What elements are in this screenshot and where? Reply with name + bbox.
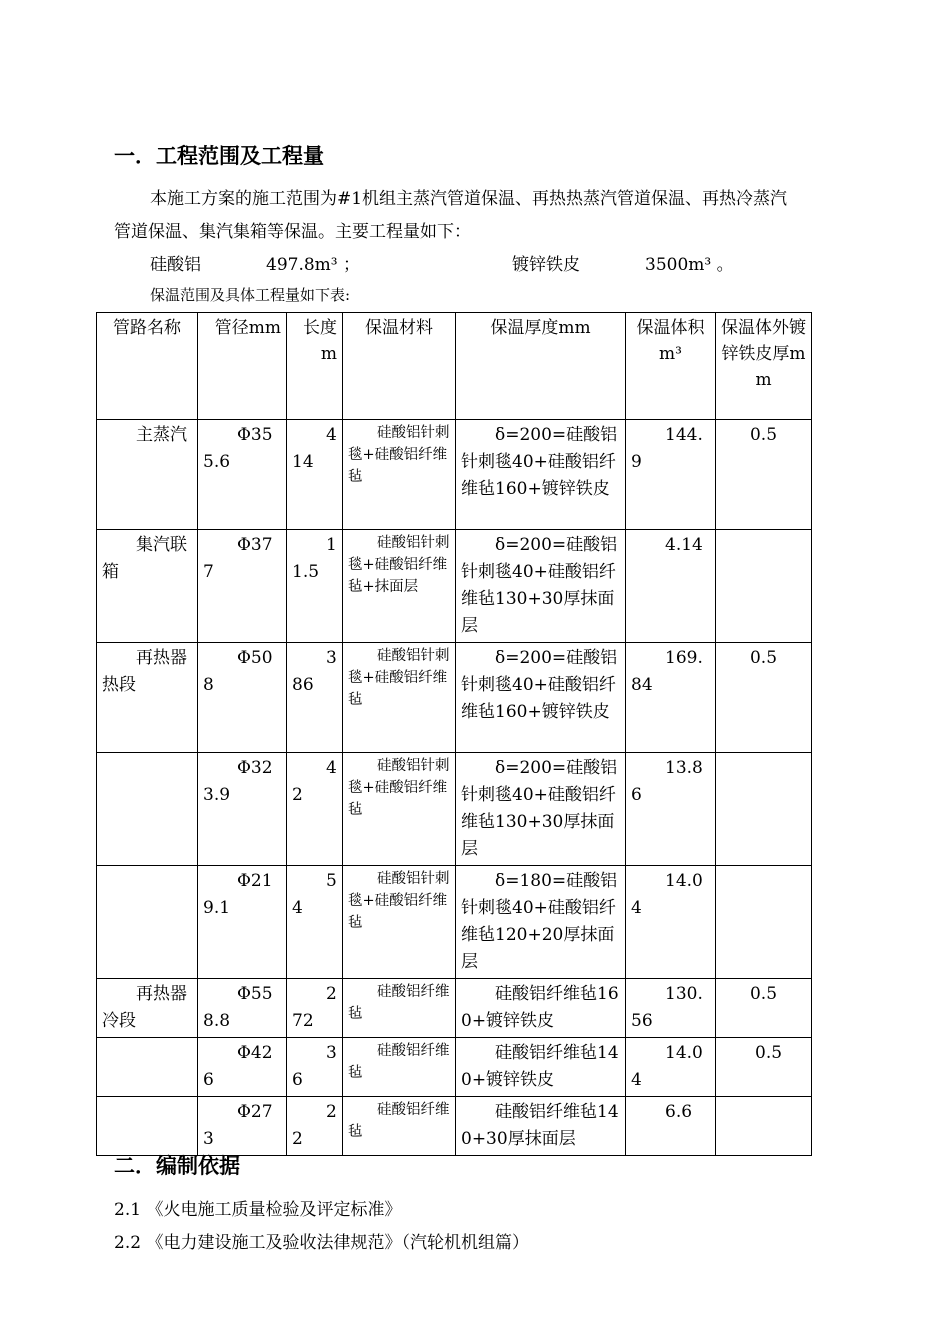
cell-diameter: Φ323.9 — [198, 753, 287, 866]
header-pipe-diameter: 管径mm — [198, 313, 287, 420]
cell-material: 硅酸铝针刺毯+硅酸铝纤维毡 — [343, 643, 456, 753]
cell-thickness: δ=200=硅酸铝针刺毯40+硅酸铝纤维毡160+镀锌铁皮 — [456, 643, 626, 753]
cell-material: 硅酸铝纤维毡 — [343, 979, 456, 1038]
cell-diameter: Φ377 — [198, 530, 287, 643]
cell-pipe-name — [97, 753, 198, 866]
basis-item-1: 2.1 《火电施工质量检验及评定标准》 — [114, 1200, 402, 1220]
cell-pipe-name — [97, 1097, 198, 1156]
table-row — [97, 866, 812, 979]
table-header-row — [97, 313, 812, 420]
cell-jacket — [716, 866, 812, 979]
header-jacket-thickness: 保温体外镀锌铁皮厚mm — [716, 313, 812, 420]
table-row — [97, 643, 812, 753]
cell-volume: 169.84 — [626, 643, 716, 753]
cell-jacket — [716, 753, 812, 866]
scope-paragraph-line2: 管道保温、集汽集箱等保温。主要工程量如下： — [114, 222, 471, 242]
cell-thickness: δ=200=硅酸铝针刺毯40+硅酸铝纤维毡130+30厚抹面层 — [456, 753, 626, 866]
cell-jacket: 0.5 — [716, 1038, 812, 1097]
header-insulation-material: 保温材料 — [343, 313, 456, 420]
table-row — [97, 753, 812, 866]
cell-pipe-name — [97, 866, 198, 979]
cell-jacket: 0.5 — [716, 420, 812, 530]
cell-length: 22 — [287, 1097, 343, 1156]
quantity-material1-name: 硅酸铝 — [150, 255, 201, 275]
cell-thickness: 硅酸铝纤维毡140+30厚抹面层 — [456, 1097, 626, 1156]
table-row — [97, 1038, 812, 1097]
cell-jacket — [716, 530, 812, 643]
insulation-quantity-table — [96, 312, 812, 1156]
cell-length: 42 — [287, 753, 343, 866]
cell-material: 硅酸铝针刺毯+硅酸铝纤维毡 — [343, 866, 456, 979]
cell-volume: 6.6 — [626, 1097, 716, 1156]
quantity-material2-name: 镀锌铁皮 — [512, 255, 580, 275]
cell-length: 414 — [287, 420, 343, 530]
cell-jacket — [716, 1097, 812, 1156]
table-row — [97, 530, 812, 643]
cell-volume: 130.56 — [626, 979, 716, 1038]
cell-thickness: δ=180=硅酸铝针刺毯40+硅酸铝纤维毡120+20厚抹面层 — [456, 866, 626, 979]
cell-pipe-name: 再热器热段 — [97, 643, 198, 753]
header-pipe-name: 管路名称 — [97, 313, 198, 420]
cell-material: 硅酸铝针刺毯+硅酸铝纤维毡 — [343, 420, 456, 530]
header-insulation-thickness: 保温厚度mm — [456, 313, 626, 420]
header-length: 长度m — [287, 313, 343, 420]
cell-pipe-name: 主蒸汽 — [97, 420, 198, 530]
cell-pipe-name: 集汽联箱 — [97, 530, 198, 643]
cell-length: 36 — [287, 1038, 343, 1097]
cell-length: 386 — [287, 643, 343, 753]
table-row — [97, 420, 812, 530]
quantity-material1-value: 497.8m³ ； — [266, 255, 361, 275]
cell-thickness: δ=200=硅酸铝针刺毯40+硅酸铝纤维毡160+镀锌铁皮 — [456, 420, 626, 530]
cell-diameter: Φ355.6 — [198, 420, 287, 530]
cell-jacket: 0.5 — [716, 979, 812, 1038]
cell-length: 272 — [287, 979, 343, 1038]
table-caption: 保温范围及具体工程量如下表: — [150, 286, 351, 304]
cell-diameter: Φ426 — [198, 1038, 287, 1097]
cell-length: 54 — [287, 866, 343, 979]
cell-length: 11.5 — [287, 530, 343, 643]
section2-heading: 二．编制依据 — [114, 1154, 240, 1178]
cell-diameter: Φ508 — [198, 643, 287, 753]
table-row — [97, 979, 812, 1038]
cell-diameter: Φ219.1 — [198, 866, 287, 979]
cell-thickness: δ=200=硅酸铝针刺毯40+硅酸铝纤维毡130+30厚抹面层 — [456, 530, 626, 643]
table-row — [97, 1097, 812, 1156]
cell-material: 硅酸铝针刺毯+硅酸铝纤维毡+抹面层 — [343, 530, 456, 643]
cell-volume: 14.04 — [626, 866, 716, 979]
cell-volume: 144.9 — [626, 420, 716, 530]
cell-jacket: 0.5 — [716, 643, 812, 753]
cell-material: 硅酸铝纤维毡 — [343, 1038, 456, 1097]
cell-thickness: 硅酸铝纤维毡140+镀锌铁皮 — [456, 1038, 626, 1097]
cell-volume: 13.86 — [626, 753, 716, 866]
cell-material: 硅酸铝针刺毯+硅酸铝纤维毡 — [343, 753, 456, 866]
header-insulation-volume: 保温体积m³ — [626, 313, 716, 420]
cell-volume: 14.04 — [626, 1038, 716, 1097]
cell-volume: 4.14 — [626, 530, 716, 643]
cell-pipe-name — [97, 1038, 198, 1097]
quantity-material2-value: 3500m³ 。 — [645, 255, 734, 275]
cell-diameter: Φ558.8 — [198, 979, 287, 1038]
scope-paragraph-line1: 本施工方案的施工范围为#1机组主蒸汽管道保温、再热热蒸汽管道保温、再热冷蒸汽 — [150, 189, 788, 209]
cell-pipe-name: 再热器冷段 — [97, 979, 198, 1038]
cell-material: 硅酸铝纤维毡 — [343, 1097, 456, 1156]
basis-item-2: 2.2 《电力建设施工及验收法律规范》（汽轮机机组篇） — [114, 1233, 529, 1253]
cell-diameter: Φ273 — [198, 1097, 287, 1156]
cell-thickness: 硅酸铝纤维毡160+镀锌铁皮 — [456, 979, 626, 1038]
section1-heading: 一．工程范围及工程量 — [114, 144, 324, 168]
